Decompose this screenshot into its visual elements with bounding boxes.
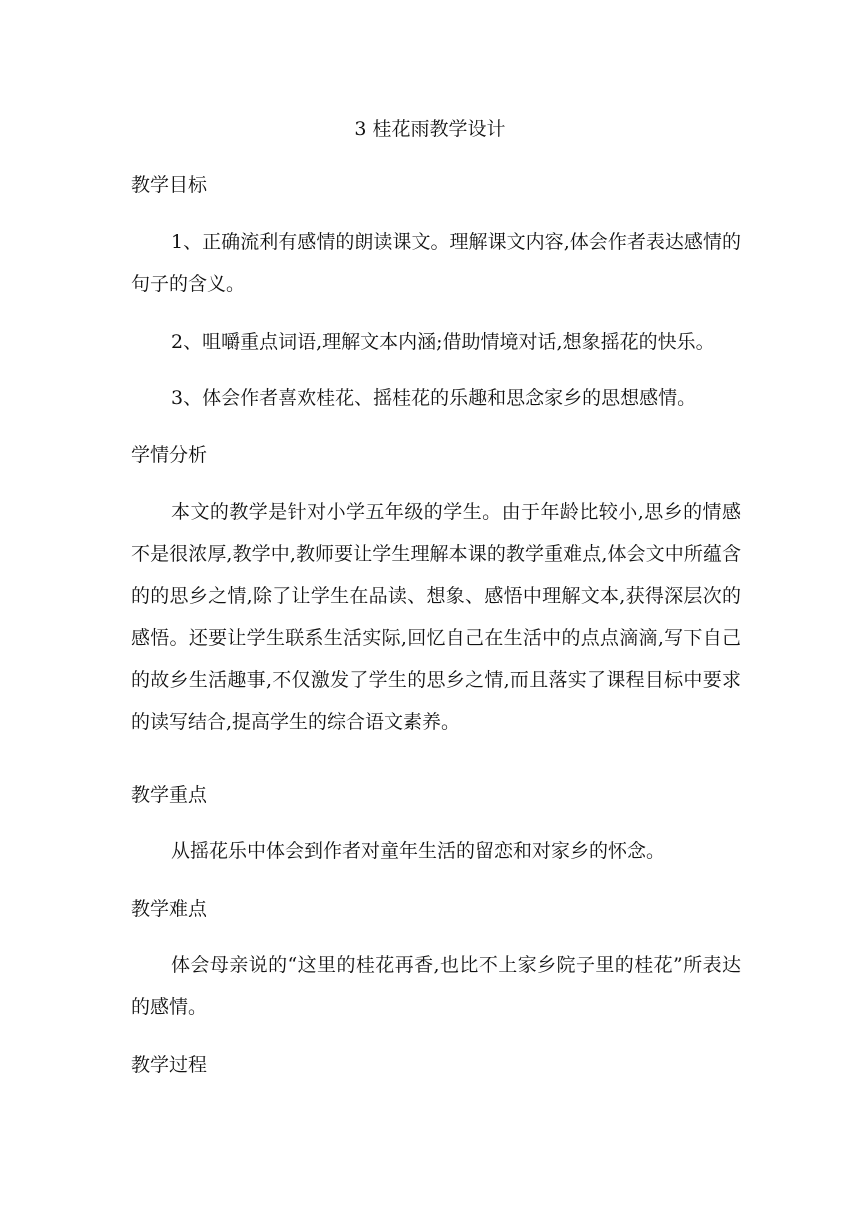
learner-analysis-paragraph: 本文的教学是针对小学五年级的学生。由于年龄比较小,思乡的情感不是很浓厚,教学中,教师要让学生理解本课的教学重难点,体会文中所蕴含的的思乡之情,除了让学生在品读、想象、感悟中理解文本,获得深层次的感悟。还要让学生联系生活实际,回忆自己在生活中的点点滴滴,写下自己的故乡生活趣事,不仅激发了学生的思乡之情,而且落实了课程目标中要求的读写结合,提高学生的综合语文素养。: [131, 501, 741, 733]
goal-item-2: 2、咀嚼重点词语,理解文本内涵;借助情境对话,想象摇花的快乐。: [171, 331, 715, 353]
difficulties-paragraph: 体会母亲说的“这里的桂花再香,也比不上家乡院子里的桂花”所表达的感情。: [131, 954, 741, 1018]
document-title: 3 桂花雨教学设计: [354, 118, 506, 140]
heading-difficulties: 教学难点: [131, 898, 208, 920]
goal-item-3: 3、体会作者喜欢桂花、摇桂花的乐趣和思念家乡的思想感情。: [171, 387, 697, 409]
heading-key-points: 教学重点: [131, 784, 208, 806]
key-points-paragraph: 从摇花乐中体会到作者对童年生活的留恋和对家乡的怀念。: [171, 840, 666, 862]
heading-teaching-goals: 教学目标: [131, 174, 208, 196]
heading-teaching-process: 教学过程: [131, 1054, 208, 1076]
heading-learner-analysis: 学情分析: [131, 444, 208, 466]
goal-item-1: 1、正确流利有感情的朗读课文。理解课文内容,体会作者表达感情的句子的含义。: [131, 231, 741, 295]
